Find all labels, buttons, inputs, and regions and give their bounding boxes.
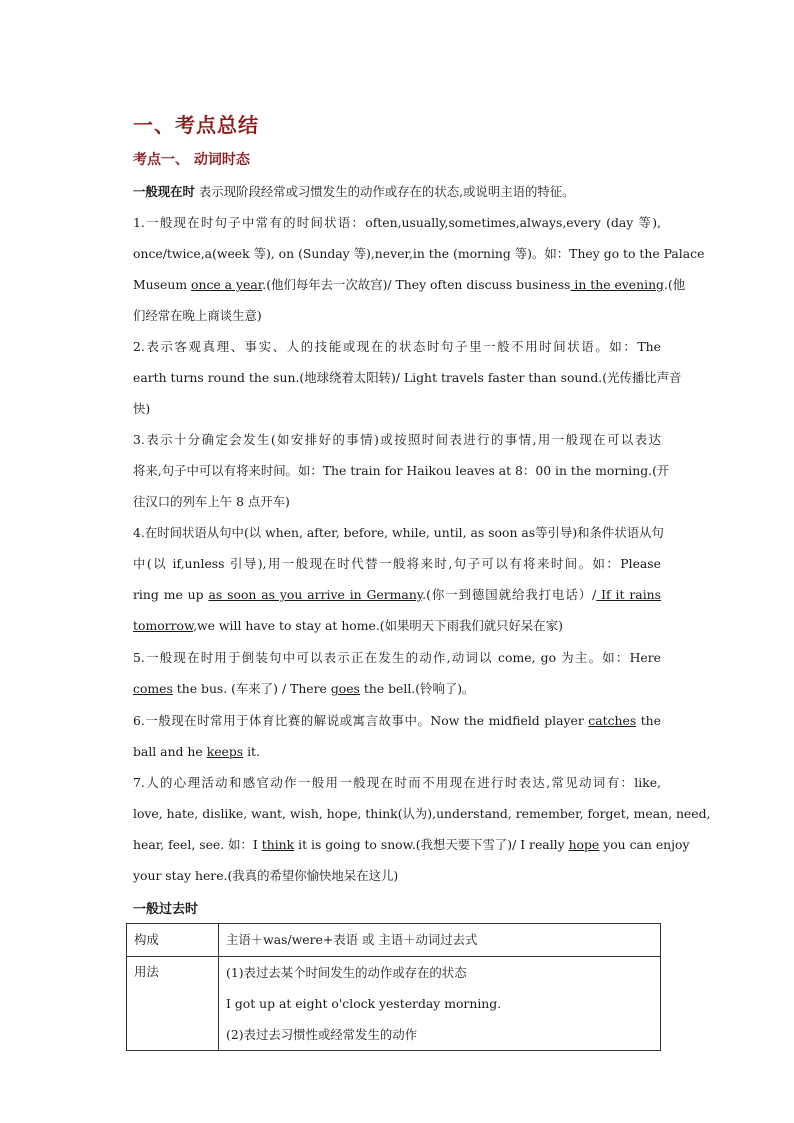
text-segment: once/twice,a(week 等), on (Sunday 等),never,in the (morning 等)。如：They go to the Palace: [133, 246, 705, 261]
text-line: [133, 213, 661, 233]
text-segment: 3.表示十分确定会发生(如安排好的事情)或按照时间表进行的事情,用一般现在可以表达: [133, 432, 661, 447]
past-tense-table: [126, 923, 661, 1051]
underlined-phrase: as soon as you arrive in Germany: [208, 587, 423, 602]
text-line: [133, 275, 686, 295]
table-cell-label: 构成: [127, 924, 219, 957]
text-line: [133, 711, 661, 731]
past-tense-heading: 一般过去时: [133, 902, 199, 917]
text-line: [133, 866, 661, 886]
text-line: [133, 182, 661, 202]
text-line: [133, 835, 690, 855]
text-segment: 往汉口的列车上午 8 点开车): [133, 494, 290, 509]
table-row: [127, 957, 661, 1051]
underlined-phrase: once a year: [191, 277, 263, 292]
text-line: [133, 492, 661, 512]
text-line: [133, 679, 661, 699]
text-segment: 中(以 if,unless 引导),用一般现在时代替一般将来时,句子可以有将来时间。如：Please: [133, 556, 661, 571]
text-segment: it.: [243, 744, 260, 759]
text-segment: 将来,句子中可以有将来时间。如：The train for Haikou leaves at 8：00 in the morning.(开: [133, 463, 670, 478]
text-line: [133, 773, 661, 793]
table-cell-label: [127, 957, 219, 1051]
text-line: [133, 804, 711, 824]
text-segment: the bus. (车来了) / There: [172, 681, 331, 696]
topic-heading: 考点一、 动词时态: [133, 152, 250, 168]
underlined-phrase: If it rains: [596, 587, 661, 602]
text-segment: .(你一到德国就给我打电话）/: [422, 587, 597, 602]
underlined-phrase: tomorrow: [133, 618, 194, 633]
text-line: [133, 742, 661, 762]
text-line: [133, 585, 661, 605]
usage-line: (2)表过去习惯性或经常发生的动作: [226, 1027, 418, 1042]
text-line: [133, 616, 661, 636]
text-segment: 1.一般现在时句子中常有的时间状语：often,usually,sometimes,always,every (day 等),: [133, 215, 661, 230]
table-row: [127, 924, 661, 957]
text-segment: .(他: [664, 277, 686, 292]
underlined-phrase: comes: [133, 681, 173, 696]
text-segment: 7.人的心理活动和感官动作一般用一般现在时而不用现在进行时表达,常见动词有：like,: [133, 775, 661, 790]
table-cell-content: 主语＋was/were+表语 或 主语＋动词过去式: [219, 924, 661, 957]
usage-line: (1)表过去某个时间发生的动作或存在的状态: [226, 965, 467, 980]
underlined-phrase: in the evening: [570, 277, 664, 292]
text-line: [133, 337, 661, 357]
table-cell-content: [219, 957, 661, 1051]
text-line: [133, 306, 661, 326]
text-segment: ,we will have to stay at home.(如果明天下雨我们就只好呆在家): [193, 618, 563, 633]
text-segment: 6.一般现在时常用于体育比赛的解说或寓言故事中。Now the midfield player: [133, 713, 589, 728]
text-segment: 5.一般现在时用于倒装句中可以表示正在发生的动作,动词以 come, go 为主。如：Here: [133, 650, 661, 665]
text-segment: 们经常在晚上商谈生意): [133, 308, 262, 323]
usage-label: 用法: [134, 964, 159, 979]
text-line: [133, 461, 670, 481]
usage-line: I got up at eight o'clock yesterday morning.: [226, 996, 502, 1011]
text-line: [133, 648, 661, 668]
term-label: 一般现在时: [133, 184, 195, 199]
text-line: [133, 368, 682, 388]
underlined-phrase: catches: [588, 713, 637, 728]
section-heading: 一、考点总结: [133, 113, 259, 137]
text-segment: ring me up: [133, 587, 209, 602]
text-segment: Museum: [133, 277, 192, 292]
text-segment: love, hate, dislike, want, wish, hope, think(认为),understand, remember, forget, mean, need,: [133, 806, 711, 821]
underlined-phrase: goes: [330, 681, 360, 696]
text-segment: the: [636, 713, 661, 728]
text-segment: 2.表示客观真理、事实、人的技能或现在的状态时句子里一般不用时间状语。如：The: [133, 339, 661, 354]
text-line: [133, 554, 661, 574]
text-segment: 快): [133, 401, 151, 416]
underlined-phrase: keeps: [206, 744, 244, 759]
text-line: [133, 399, 661, 419]
text-segment: ball and he: [133, 744, 207, 759]
text-segment: earth turns round the sun.(地球绕着太阳转)/ Light travels faster than sound.(光传播比声音: [133, 370, 682, 385]
text-segment: your stay here.(我真的希望你愉快地呆在这儿): [133, 868, 399, 883]
text-segment: you can enjoy: [599, 837, 690, 852]
text-segment: 4.在时间状语从句中(以 when, after, before, while, until, as soon as等引导)和条件状语从句: [133, 525, 664, 540]
text-line: [133, 523, 664, 543]
text-line: [133, 244, 705, 264]
text-segment: the bell.(铃响了)。: [359, 681, 475, 696]
text-segment: hear, feel, see. 如：I: [133, 837, 262, 852]
text-segment: .(他们每年去一次故宫)/ They often discuss business: [262, 277, 571, 292]
text-segment: 表示现阶段经常或习惯发生的动作或存在的状态,或说明主语的特征。: [194, 184, 575, 199]
text-line: [133, 430, 661, 450]
underlined-phrase: think: [261, 837, 295, 852]
text-segment: it is going to snow.(我想天要下雪了)/ I really: [294, 837, 569, 852]
underlined-phrase: hope: [568, 837, 600, 852]
